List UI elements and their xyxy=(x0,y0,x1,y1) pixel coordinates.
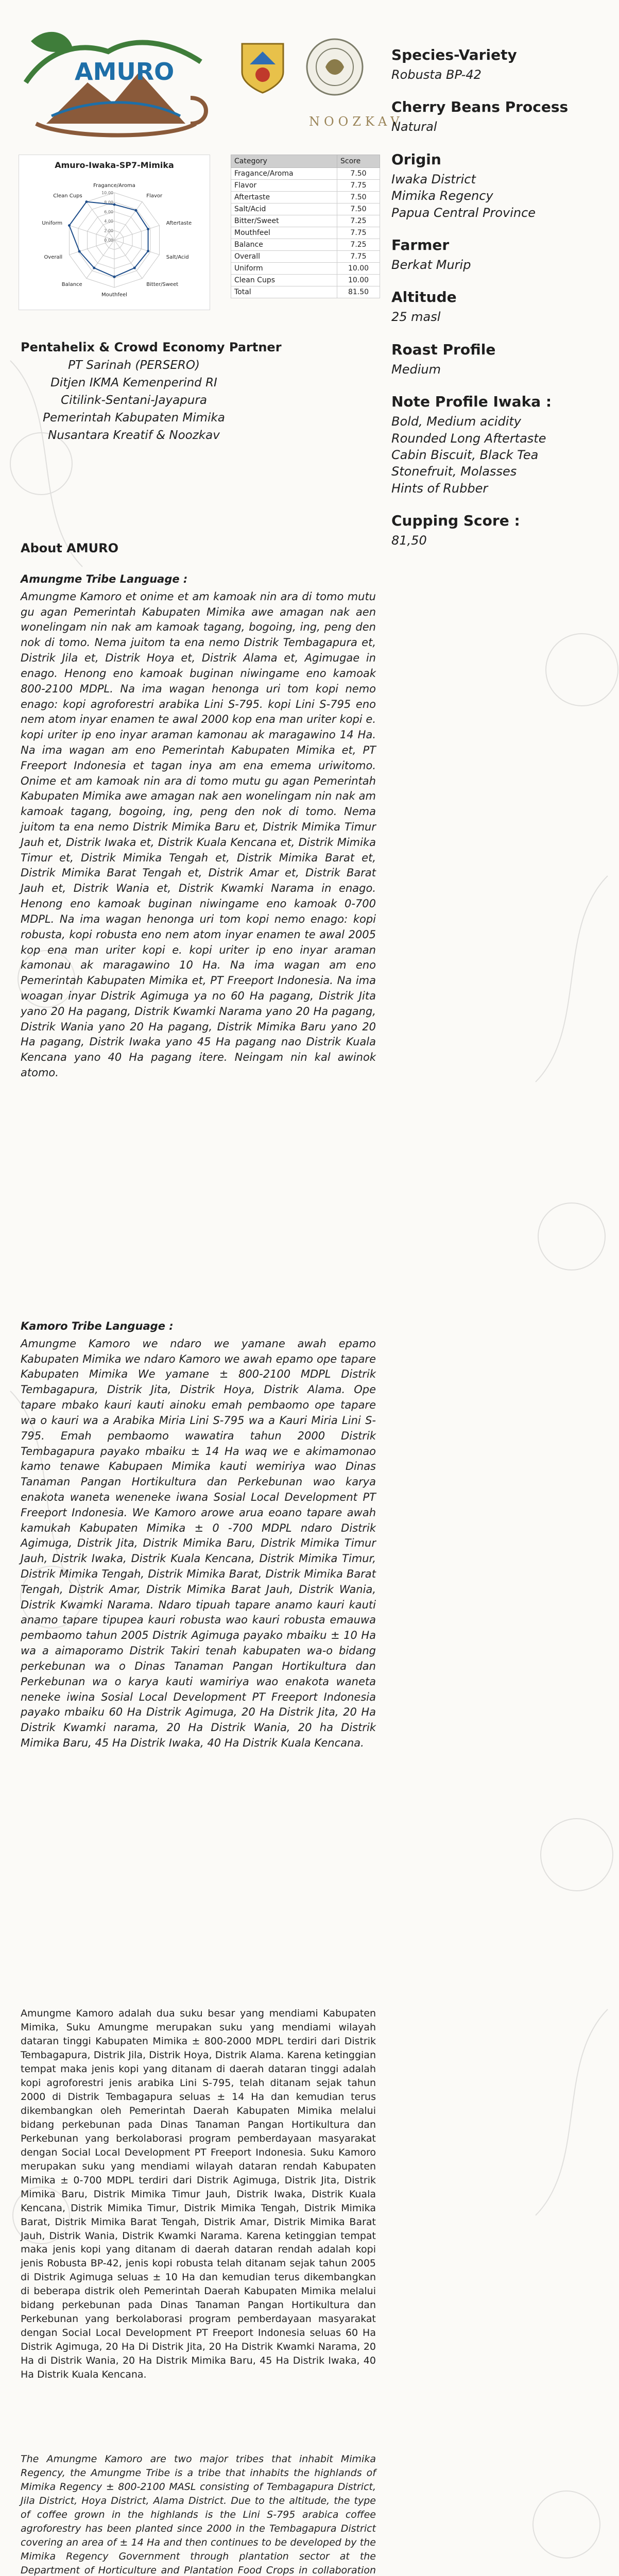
radar-axis-line xyxy=(87,240,114,278)
score-category: Flavor xyxy=(231,180,337,192)
partners-block xyxy=(21,340,381,446)
radar-axis-label: Mouthfeel xyxy=(101,292,127,298)
farmer-value: Berkat Murip xyxy=(391,257,471,272)
radar-point xyxy=(113,276,116,278)
indonesian-section xyxy=(21,2007,376,2382)
score-category: Clean Cups xyxy=(231,275,337,286)
score-row xyxy=(231,168,380,180)
score-row xyxy=(231,215,380,227)
radar-axis-label: Fragance/Aroma xyxy=(93,183,135,189)
partner-item: Pemerintah Kabupaten Mimika xyxy=(43,411,225,425)
kamoro-section-text: Amungme Kamoro we ndaro we yamane awah epamo Kabupaten Mimika we ndaro Kamoro we awah epamo ope tapare Kabupaten Mimika We yamane ± 800-2100 MDPL Distrik Tembagapura, Distrik Jita, Distrik Hoya, Distrik Alama. Ope tapare mbako kauri kauti ainoku emah pembaomo ope tapare wa o kauri wa a Arabika Miria Lini S-795 wa a Kauri Miria Lini S-795. Emah pembaomo wawatira tahun 2000 Distrik Tembagapura payako mbaiku ± 14 Ha waq we e akimamonao kamo tenawe Kabupaen Mimika kauti wemiriya wao Dinas Tanaman Pangan Hortikultura dan Perkebunan wao karya enakota waneta weneneke iwana Sosial Local Development PT Freeport Indonesia. We Kamoro arowe arua eoano tapare awah kamukah Kabupaten Mimika ± 0 -700 MDPL ndaro Distrik Agimuga, Distrik Jita, Distrik Mimika Baru, Distrik Mimika Timur Jauh, Distrik Iwaka, Distrik Kuala Kencana, Distrik Mimika Timur, Distrik Mimika Tengah, Distrik Mimika Barat, Distrik Mimika Barat Tengah, Distrik Amar, Distrik Mimika Barat Jauh, Distrik Wania, Distrik Kwamki Narama. Ndaro tipuah tapare anamo kauri kauti anamo tapare tipupea kauri robusta wao kauri robusta emauwa pembaomo tahun 2005 Distrik Agimuga payako mbaiku ± 10 Ha wa a aimaporamo Distrik Takiri tenah kabupaten wa-o bidang perkebunan wa o Dinas Tanaman Pangan Hortikultura dan Perkebunan wa o karya kauti wamiriya wao enakota waneta neneke iwina Sosial Local Development PT Freeport Indonesia payako mbaiku 60 Ha Distrik Agimuga, 20 Ha Distrik Jita, 20 Ha Distrik Kwamki narama, 20 Ha Distrik Wania, 20 ha Distrik Mimika Baru, 45 Ha Distrik Iwaka, 40 Ha Distrik Kuala Kencana. xyxy=(21,1337,376,1749)
process-value: Natural xyxy=(391,120,437,134)
partner-item: PT Sarinah (PERSERO) xyxy=(68,359,200,372)
score-category: Overall xyxy=(231,251,337,263)
radar-point xyxy=(134,209,137,212)
score-value: 7.25 xyxy=(337,239,380,251)
score-value: 7.75 xyxy=(337,180,380,192)
score-row xyxy=(231,192,380,204)
kamoro-language-section xyxy=(21,1319,376,1751)
score-category: Fragance/Aroma xyxy=(231,168,337,180)
notes-value: Bold, Medium acidity Rounded Long Aftertaste Cabin Biscuit, Black Tea Stonefruit, Molasses Hints of Rubber xyxy=(391,414,546,496)
radar-axis-label: Clean Cups xyxy=(53,193,82,199)
radar-point xyxy=(68,224,71,227)
score-header-category: Category xyxy=(231,155,337,168)
radar-point xyxy=(93,267,95,269)
radar-axis-line xyxy=(114,240,142,278)
score-value: 10.00 xyxy=(337,263,380,275)
score-category: Aftertaste xyxy=(231,192,337,204)
info-panel xyxy=(391,46,608,549)
radar-tick-label: 2.00 xyxy=(104,228,113,233)
radar-axis-line xyxy=(114,240,159,255)
score-category: Mouthfeel xyxy=(231,227,337,239)
radar-tick-label: 0.00 xyxy=(104,238,113,243)
amungme-section-title: Amungme Tribe Language : xyxy=(21,573,188,585)
score-value: 7.50 xyxy=(337,204,380,215)
radar-axis-label: Uniform xyxy=(42,221,63,227)
about-title: About AMURO xyxy=(21,541,118,555)
score-value: 7.75 xyxy=(337,251,380,263)
score-category: Total xyxy=(231,286,337,298)
score-row xyxy=(231,239,380,251)
score-category: Balance xyxy=(231,239,337,251)
score-table xyxy=(231,155,380,298)
radar-point xyxy=(113,204,116,206)
score-value: 81.50 xyxy=(337,286,380,298)
score-row xyxy=(231,286,380,298)
radar-point xyxy=(147,228,149,230)
amuro-logo xyxy=(15,21,216,144)
score-header-score: Score xyxy=(337,155,380,168)
process-label: Cherry Beans Process xyxy=(391,98,569,116)
cupping-label: Cupping Score : xyxy=(391,512,520,530)
radar-axis-label: Aftertaste xyxy=(166,221,192,227)
radar-plot xyxy=(19,171,210,310)
score-value: 7.75 xyxy=(337,227,380,239)
altitude-label: Altitude xyxy=(391,289,457,306)
altitude-value: 25 masl xyxy=(391,310,441,325)
radar-tick-label: 8.00 xyxy=(104,200,113,205)
radar-title: Amuro-Iwaka-SP7-Mimika xyxy=(55,160,174,170)
amungme-section-text: Amungme Kamoro et onime et am kamoak nin ara di tomo mutu gu agan Pemerintah Kabupaten Mimika awe amagan nak aen wonelingam nin nak am kamoak tagang, bogoing, ing, peng den nok di tomo. Nema juitom ta ena nemo Distrik Tembagapura et, Distrik Jila et, Distrik Hoya et, Distrik Alama et, Agimugae in enago. Henong eno kamoak buginan niwingame eno kamoak 800-2100 MDPL. Na ima wagan henonga uri tom kopi nemo enago: kopi agroforestri arabika Lini S-795. kopi Lini S-795 eno nem atom inyar enamen te awal 2000 kop ena man uriter kopi e. kopi uriter ip eno inyar araman kamonau ak maragawino 14 Ha. Na ima wagan am eno Pemerintah Kabupaten Mimika et, PT Freeport Indonesia et tagan inya am ena emema uriwitomo. Onime et am kamoak nin ara di tomo mutu gu agan Pemerintah Kabupaten Mimika awe amagan nak aen wonelingam nin nak am kamoak tagang, bogoing, ing, peng den nok di tomo. Nema juitom ta ena nemo Distrik Mimika Baru et, Distrik Mimika Timur Jauh et, Distrik Iwaka et, Distrik Kuala Kencana et, Distrik Mimika Timur et, Distrik Mimika Tengah et, Distrik Mimika Barat et, Distrik Mimika Barat Tengah et, Distrik Amar et, Distrik Barat Jauh et, Distrik Wania et, Distrik Kwamki Narama in enago. Henong eno kamoak buginan niwingame eno kamoak 0-700 MDPL. Na ima wagan henonga uri tom kopi nemo enago: kopi robusta, kopi robusta eno nem atom inyar enamen te awal 2005 kop ena man uriter kopi e. kopi uriter ip eno inyar araman kamonau ak maragawino 10 Ha. Na ima wagan am eno Pemerintah Kabupaten Mimika et, PT Freeport Indonesia. Na ima woagan inyar Distrik Agimuga ya no 60 Ha pagang, Distrik Jita yano 20 Ha pagang, Distrik Kwamki Narama yano 20 Ha pagang, Distrik Wania yano 20 Ha pagang, Distrik Mimika Baru yano 20 Ha pagang, Distrik Iwaka yano 45 Ha pagang nao Distrik Kuala Kencana yano 40 Ha pagang itere. Neingam nin kal awinok atomo. xyxy=(21,590,376,1079)
score-value: 7.50 xyxy=(337,192,380,204)
english-section-text: The Amungme Kamoro are two major tribes that inhabit Mimika Regency, the Amungme Tribe is a tribe that inhabits the highlands of Mimika Regency ± 800-2100 MASL consisting of Tembagapura District, Jila District, Hoya District, Alama District. Due to the altitude, the type of coffee grown in the highlands is the Lini S-795 arabica coffee agroforestry has been planted since 2000 in the Tembagapura District covering an area of ± 14 Ha and then continues to be developed by the Mimika Regency Government through plantation sector at the Department of Horticulture and Plantation Food Crops in collaboration xyxy=(21,2453,376,2576)
origin-label: Origin xyxy=(391,150,441,168)
radar-tick-label: 10.00 xyxy=(101,191,113,195)
indonesian-section-text: Amungme Kamoro adalah dua suku besar yang mendiami Kabupaten Mimika, Suku Amungme merupakan suku yang mendiami wilayah dataran tinggi Kabupaten Mimika ± 800-2000 MDPL terdiri dari Distrik Tembagapura, Distrik Jila, Distrik Hoya, Distrik Alama. Karena ketinggian tempat maka jenis kopi yang ditanam di daerah dataran tinggi adalah kopi agroforestri jenis arabika Lini S-795, telah ditanam sejak tahun 2000 di Distrik Tembagapura seluas ± 14 Ha dan kemudian terus dikembangkan oleh Pemerintah Daerah Kabupaten Mimika melalui bidang perkebunan pada Dinas Tanaman Pangan Hortikultura dan Perkebunan yang berkolaborasi program pemberdayaan masyarakat dengan Social Local Development PT Freeport Indonesia. Suku Kamoro merupakan suku yang mendiami wilayah dataran rendah Kabupaten Mimika ± 0-700 MDPL terdiri dari Distrik Agimuga, Distrik Jita, Distrik Mimika Baru, Distrik Mimika Timur Jauh, Distrik Iwaka, Distrik Kuala Kencana, Distrik Mimika Timur, Distrik Mimika Tengah, Distrik Mimika Barat, Distrik Mimika Barat Tengah, Distrik Amar, Distrik Mimika Barat Jauh, Distrik Wania, Distrik Kwamki Narama. Karena ketinggian tempat maka jenis kopi yang ditanam di daerah dataran rendah adalah kopi jenis Robusta BP-42, jenis kopi robusta telah ditanam sejak tahun 2005 di Distrik Agimuga seluas ± 10 Ha dan kemudian terus dikembangkan di beberapa distrik oleh Pemerintah Daerah Kabupaten Mimika melalui bidang perkebunan pada Dinas Tanaman Pangan Hortikultura dan Perkebunan yang berkolaborasi program pemberdayaan masyarakat dengan Social Local Development PT Freeport Indonesia seluas 60 Ha Distrik Agimuga, 20 Ha Di Distrik Jita, 20 Ha Distrik Kwamki Narama, 20 Ha di Distrik Wania, 20 Ha Distrik Mimika Baru, 45 Ha Distrik Iwaka, 40 Ha Distrik Kuala Kencana. xyxy=(21,2008,376,2381)
roast-label: Roast Profile xyxy=(391,341,496,358)
partner-seal-icon xyxy=(304,36,366,98)
radar-point xyxy=(85,200,88,203)
species-label: Species-Variety xyxy=(391,46,517,63)
amungme-language-section xyxy=(21,572,376,1081)
partner-item: Citilink-Sentani-Jayapura xyxy=(61,394,207,407)
score-row xyxy=(231,251,380,263)
score-category: Bitter/Sweet xyxy=(231,215,337,227)
roast-value: Medium xyxy=(391,362,441,377)
score-value: 7.50 xyxy=(337,168,380,180)
species-value: Robusta BP-42 xyxy=(391,67,482,82)
score-category: Uniform xyxy=(231,263,337,275)
radar-point xyxy=(147,250,149,252)
brand-text: AMURO xyxy=(75,58,175,86)
radar-point xyxy=(133,267,136,269)
radar-axis-label: Flavor xyxy=(146,193,163,199)
score-value: 7.25 xyxy=(337,215,380,227)
score-value: 10.00 xyxy=(337,275,380,286)
notes-label: Note Profile Iwaka : xyxy=(391,393,552,411)
score-row xyxy=(231,227,380,239)
radar-tick-label: 6.00 xyxy=(104,209,113,214)
partner-item: Nusantara Kreatif & Noozkav xyxy=(48,429,220,442)
radar-axis-line xyxy=(114,226,159,240)
kamoro-section-title: Kamoro Tribe Language : xyxy=(21,1320,174,1332)
score-row xyxy=(231,263,380,275)
noozkav-mark: NOOZKAV xyxy=(309,114,404,129)
regency-seal-icon xyxy=(232,36,294,98)
radar-axis-label: Bitter/Sweet xyxy=(146,281,179,287)
radar-axis-label: Overall xyxy=(44,254,63,260)
radar-tick-label: 4.00 xyxy=(104,219,113,224)
cupping-value: 81,50 xyxy=(391,533,427,548)
radar-axis-label: Balance xyxy=(61,281,82,287)
score-row xyxy=(231,180,380,192)
radar-point xyxy=(78,250,81,253)
farmer-label: Farmer xyxy=(391,236,450,253)
score-row xyxy=(231,204,380,215)
radar-axis-label: Salt/Acid xyxy=(166,254,189,260)
score-category: Salt/Acid xyxy=(231,204,337,215)
english-section xyxy=(21,2452,376,2576)
partners-title: Pentahelix & Crowd Economy Partner xyxy=(21,340,282,354)
radar-chart xyxy=(19,155,210,310)
radar-axis-line xyxy=(114,202,142,240)
partner-item: Ditjen IKMA Kemenperind RI xyxy=(50,376,217,389)
origin-value: Iwaka District Mimika Regency Papua Central Province xyxy=(391,172,536,220)
score-row xyxy=(231,275,380,286)
